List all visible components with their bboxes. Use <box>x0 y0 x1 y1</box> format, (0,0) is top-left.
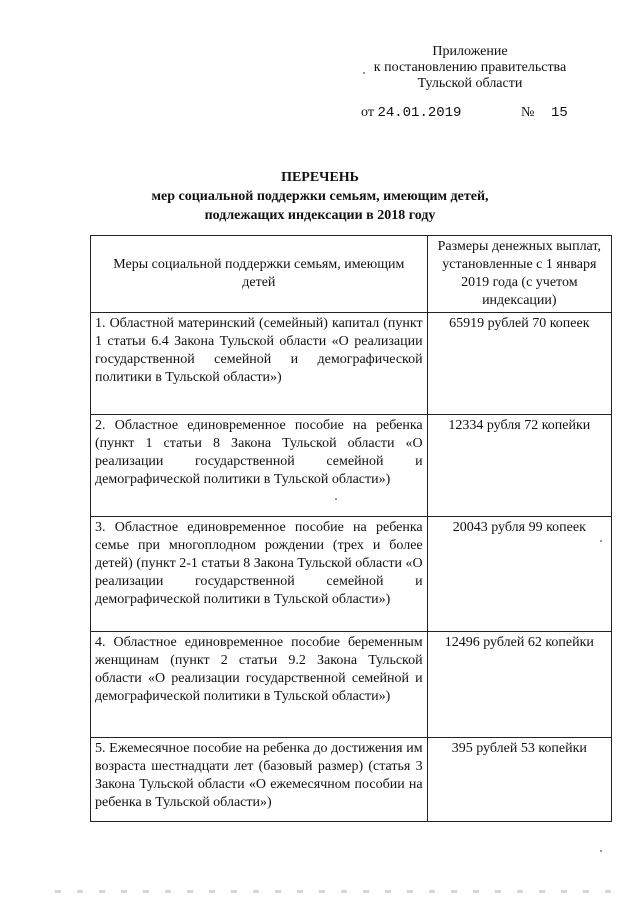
measures-table <box>90 235 612 822</box>
table-header-row <box>91 236 612 313</box>
measure-cell: 1. Областной материнский (семейный) капитал (пункт 1 статьи 6.4 Закона Тульской области «О реализации государственной семейной и демографической политики в Тульской области») <box>91 313 428 415</box>
decree-date-line <box>361 105 568 121</box>
table-row <box>91 313 612 415</box>
amount-cell: 395 рублей 53 копейки <box>427 738 611 822</box>
scan-speck <box>600 540 602 542</box>
scan-speck <box>363 72 365 74</box>
measure-cell: 3. Областное единовременное пособие на ребенка семье при многоплодном рождении (трех и более детей) (пункт 2-1 статьи 8 Закона Тульской области «О реализации государственной семейной и демографической политики в Тульской области») <box>91 517 428 632</box>
measure-cell: 2. Областное единовременное пособие на ребенка (пункт 1 статьи 8 Закона Тульской области «О реализации государственной семейной и демографической политики в Тульской области») <box>91 415 428 517</box>
decree-number: 15 <box>551 105 568 121</box>
document-title <box>90 168 550 225</box>
amount-cell: 20043 рубля 99 копеек <box>427 517 611 632</box>
table-row <box>91 738 612 822</box>
table-row <box>91 632 612 738</box>
amount-cell: 12334 рубля 72 копейки <box>427 415 611 517</box>
appendix-line-3: Тульской области <box>417 76 523 91</box>
scan-edge-artifact <box>55 890 620 893</box>
amount-cell: 65919 рублей 70 копеек <box>427 313 611 415</box>
decree-date: 24.01.2019 <box>377 105 462 121</box>
title-line-2: мер социальной поддержки семьям, имеющим детей, <box>151 189 489 204</box>
measure-cell: 5. Ежемесячное пособие на ребенка до достижения им возраста шестнадцати лет (базовый размер) (статья 3 Закона Тульской области «О ежемесячном пособии на ребенка в Тульской области») <box>91 738 428 822</box>
appendix-line-1: Приложение <box>432 44 508 59</box>
table-row <box>91 517 612 632</box>
title-line-1: ПЕРЕЧЕНЬ <box>281 170 359 185</box>
scan-speck <box>600 850 602 852</box>
number-label: № <box>521 105 535 120</box>
scan-speck <box>335 498 337 500</box>
appendix-block <box>355 44 585 92</box>
header-amounts: Размеры денежных выплат, установленные с 1 января 2019 года (с учетом индексации) <box>427 236 611 313</box>
from-label: от <box>361 105 374 120</box>
measure-cell: 4. Областное единовременное пособие беременным женщинам (пункт 2 статьи 9.2 Закона Тульской области «О реализации государственной семейной и демографической политики в Тульской области») <box>91 632 428 738</box>
table-row <box>91 415 612 517</box>
amount-cell: 12496 рублей 62 копейки <box>427 632 611 738</box>
header-measures: Меры социальной поддержки семьям, имеющим детей <box>91 236 428 313</box>
appendix-line-2: к постановлению правительства <box>373 60 567 75</box>
title-line-3: подлежащих индексации в 2018 году <box>204 208 436 223</box>
